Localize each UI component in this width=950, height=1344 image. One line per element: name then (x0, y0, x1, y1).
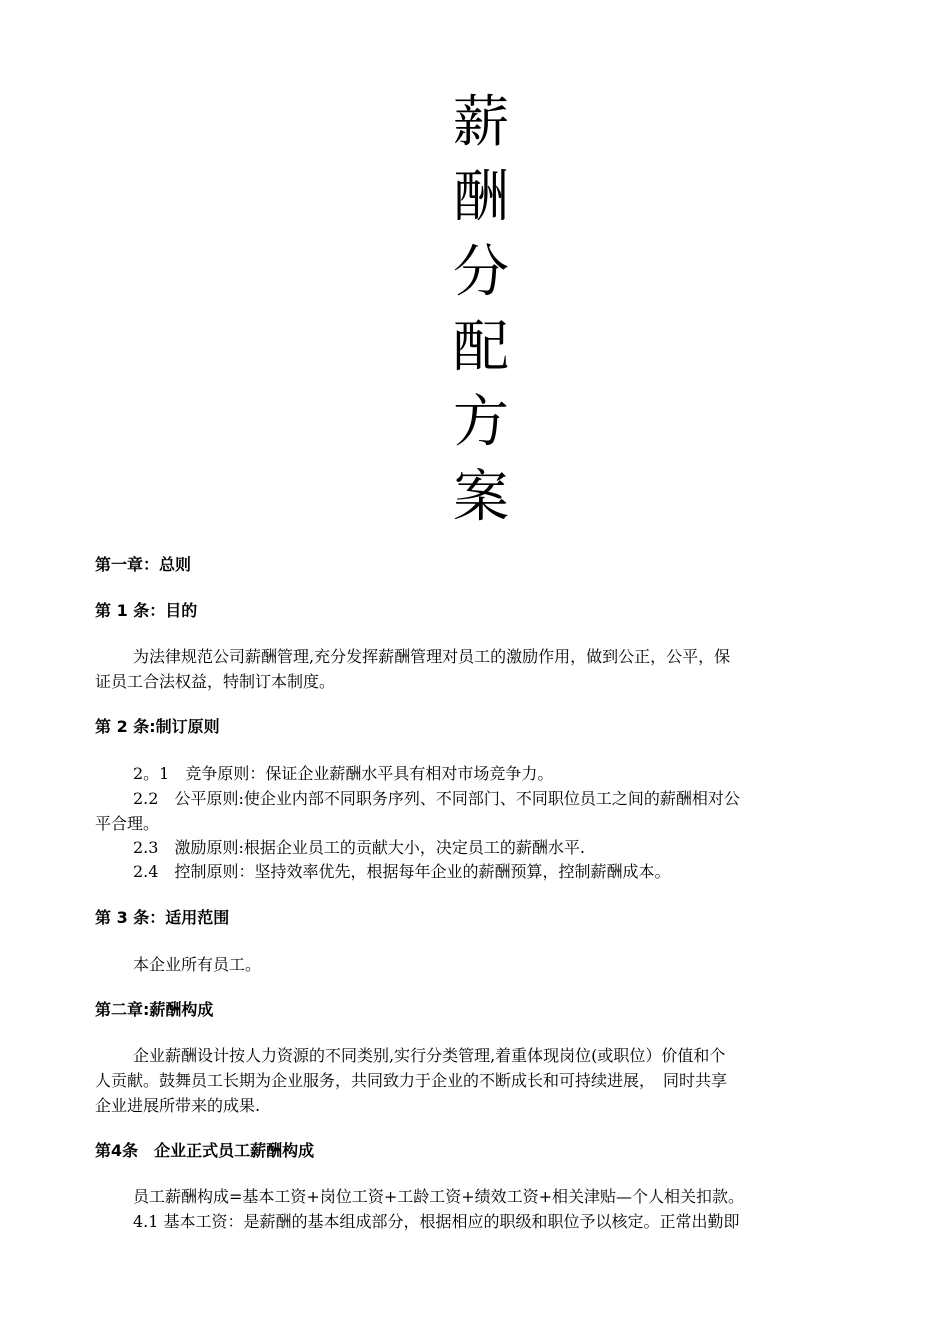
title-char: 案 (453, 465, 509, 530)
chapter-heading: 第二章:薪酬构成 (95, 1000, 214, 1019)
title-char: 方 (453, 390, 509, 455)
article-heading: 第 2 条:制订原则 (95, 717, 220, 736)
title-char: 薪 (453, 90, 509, 155)
body-line: 企业薪酬设计按人力资源的不同类别,实行分类管理,着重体现岗位(或职位）价值和个 (133, 1046, 726, 1065)
article-heading: 第4条 企业正式员工薪酬构成 (95, 1141, 315, 1160)
clause-line: 2。1 竞争原则：保证企业薪酬水平具有相对市场竞争力。 (133, 764, 554, 783)
clause-line: 平合理。 (95, 814, 160, 833)
body-line: 企业进展所带来的成果. (95, 1096, 261, 1115)
clause-line: 4.1 基本工资：是薪酬的基本组成部分，根据相应的职级和职位予以核定。正常出勤即 (133, 1212, 740, 1231)
clause-line: 2.2 公平原则:使企业内部不同职务序列、不同部门、不同职位员工之间的薪酬相对公 (133, 789, 740, 808)
article-heading: 第 3 条：适用范围 (95, 908, 230, 927)
clause-line: 2.3 激励原则:根据企业员工的贡献大小，决定员工的薪酬水平. (133, 838, 585, 857)
title-char: 酬 (453, 165, 509, 230)
title-char: 分 (453, 240, 509, 305)
body-line: 证员工合法权益，特制订本制度。 (95, 672, 336, 691)
title-char: 配 (453, 315, 509, 380)
chapter-heading: 第一章：总则 (95, 555, 192, 574)
clause-line: 2.4 控制原则：坚持效率优先，根据每年企业的薪酬预算，控制薪酬成本。 (133, 862, 671, 881)
body-line: 人贡献。鼓舞员工长期为企业服务，共同致力于企业的不断成长和可持续进展， 同时共享 (95, 1071, 728, 1090)
body-line: 本企业所有员工。 (133, 955, 262, 974)
body-line: 为法律规范公司薪酬管理,充分发挥薪酬管理对员工的激励作用，做到公正，公平，保 (133, 647, 731, 666)
article-heading: 第 1 条：目的 (95, 601, 198, 620)
body-line: 员工薪酬构成=基本工资+岗位工资+工龄工资+绩效工资+相关津贴—个人相关扣款。 (133, 1187, 745, 1206)
